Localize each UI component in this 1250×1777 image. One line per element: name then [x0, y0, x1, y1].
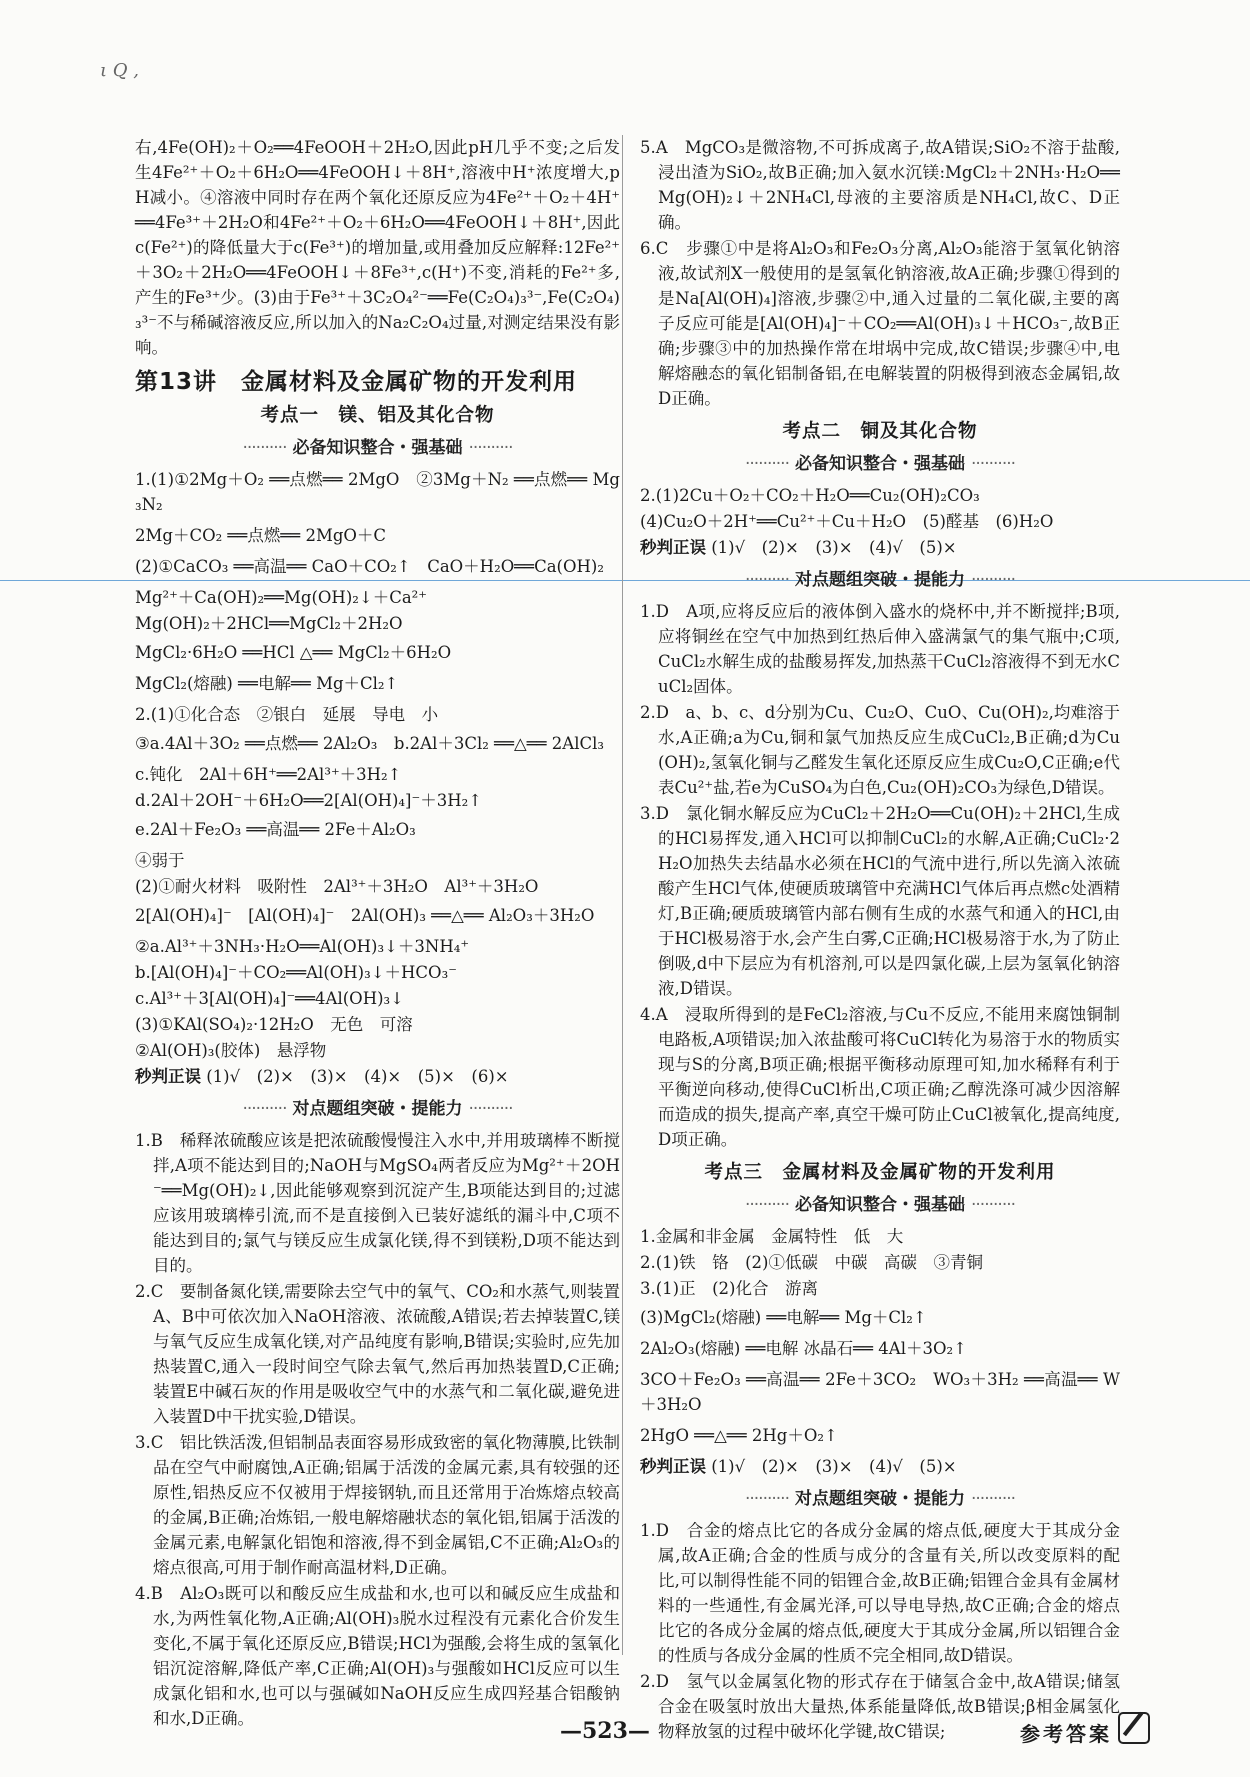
basic-line: 2.(1)2Cu＋O₂＋CO₂＋H₂O══Cu₂(OH)₂CO₃ [640, 486, 980, 505]
judge-answers: (1)√ (2)× (3)× (4)√ (5)× [711, 1457, 957, 1476]
basic-line: (2)①耐火材料 吸附性 2Al³⁺＋3H₂O Al³⁺＋3H₂O [135, 877, 539, 896]
basic-line: c.Al³⁺＋3[Al(OH)₄]⁻══4Al(OH)₃↓ [135, 989, 404, 1008]
answer-item: 5.A MgCO₃是微溶物,不可拆成离子,故A错误;SiO₂不溶于盐酸,浸出渣为SiO₂,故B正确;加入氨水沉镁:MgCl₂＋2NH₃·H₂O══Mg(OH)₂↓＋2NH₄Cl,母液的主要溶质是NH₄Cl,故C、D正确。 [640, 138, 1120, 232]
section-basic-3: ····· 必备知识整合・强基础 ····· [640, 1193, 1120, 1218]
basic-line: MgCl₂(熔融) ══电解══ Mg＋Cl₂↑ [135, 674, 399, 693]
pen-icon [1118, 1712, 1150, 1744]
column-divider [622, 135, 623, 1655]
judge-row-3 [640, 1454, 1120, 1479]
answer-item: 4.B Al₂O₃既可以和酸反应生成盐和水,也可以和碱反应生成盐和水,为两性氧化物,A正确;Al(OH)₃脱水过程没有元素化合价发生变化,不属于氧化还原反应,B错误;HCl为强酸,会将生成的氢氧化铝沉淀溶解,降低产率,C正确;Al(OH)₃与强酸如HCl反应可以生成氯化铝和水,也可以与强碱如NaOH反应生成四羟基合铝酸钠和水,D正确。 [135, 1584, 620, 1728]
basic-line: ③a.4Al＋3O₂ ══点燃══ 2Al₂O₃ b.2Al＋3Cl₂ ══△══ 2AlCl₃ [135, 734, 605, 753]
basic-line: ④弱于 [135, 851, 185, 870]
intro-paragraph: 右,4Fe(OH)₂＋O₂══4FeOOH＋2H₂O,因此pH几乎不变;之后发生4Fe²⁺＋O₂＋6H₂O══4FeOOH↓＋8H⁺,溶液中H⁺浓度增大,pH减小。④溶液中同时存在两个氧化还原反应为4Fe²⁺＋O₂＋4H⁺══4Fe³⁺＋2H₂O和4Fe²⁺＋O₂＋6H₂O══4FeOOH↓＋8H⁺,因此c(Fe²⁺)的降低量大于c(Fe³⁺)的增加量,或用叠加反应解释:12Fe²⁺＋3O₂＋2H₂O══4FeOOH↓＋8Fe³⁺,c(H⁺)不变,消耗的Fe²⁺多,产生的Fe³⁺少。(3)由于Fe³⁺＋3C₂O₄²⁻══Fe(C₂O₄)₃³⁻,Fe(C₂O₄)₃³⁻不与稀碱溶液反应,所以加入的Na₂C₂O₄过量,对测定结果没有影响。 [135, 138, 620, 357]
answer-item: 1.B 稀释浓硫酸应该是把浓硫酸慢慢注入水中,并用玻璃棒不断搅拌,A项不能达到目的;NaOH与MgSO₄两者反应为Mg²⁺＋2OH⁻══Mg(OH)₂↓,因此能够观察到沉淀产生,B项能达到目的;过滤应该用玻璃棒引流,而不是直接倒入已装好滤纸的漏斗中,C项不能达到目的;氯气与镁反应生成氯化镁,得不到镁粉,D项不能达到目的。 [135, 1131, 620, 1275]
judge-row-1 [135, 1064, 620, 1089]
corner-scribble: ι Q , [100, 60, 139, 81]
basic-line: (3)①KAl(SO₄)₂·12H₂O 无色 可溶 [135, 1015, 413, 1034]
judge-answers: (1)√ (2)× (3)× (4)× (5)× (6)× [206, 1067, 509, 1086]
answer-item: 2.C 要制备氮化镁,需要除去空气中的氧气、CO₂和水蒸气,则装置A、B中可依次加入NaOH溶液、浓硫酸,A错误;若去掉装置C,镁与氧气反应生成氧化镁,对产品纯度有影响,B错误;实验时,应先加热装置C,通入一段时间空气除去氧气,然后再加热装置D,C正确;装置E中碱石灰的作用是吸收空气中的水蒸气和二氧化碳,避免进入装置D中干扰实验,D错误。 [135, 1282, 620, 1426]
basic-line: 2.(1)①化合态 ②银白 延展 导电 小 [135, 705, 439, 724]
judge-label: 秒判正误 [640, 538, 706, 557]
basic-line: ②a.Al³⁺＋3NH₃·H₂O══Al(OH)₃↓＋3NH₄⁺ [135, 937, 470, 956]
section-ability-3: ····· 对点题组突破・提能力 ····· [640, 1487, 1120, 1512]
basic-line: 1.金属和非金属 金属特性 低 大 [640, 1227, 904, 1246]
basic-line: 3CO＋Fe₂O₃ ══高温══ 2Fe＋3CO₂ WO₃＋3H₂ ══高温══ W＋3H₂O [640, 1370, 1120, 1414]
answer-item: 1.D 合金的熔点比它的各成分金属的熔点低,硬度大于其成分金属,故A正确;合金的性质与成分的含量有关,所以改变原料的配比,可以制得性能不同的铝锂合金,故B正确;铝锂合金具有金属材料的一些通性,有金属光泽,可以导电导热,故C正确;合金的熔点比它的各成分金属的熔点低,硬度大于其成分金属,所以铝锂合金的性质与各成分金属的性质不完全相同,故D错误。 [640, 1521, 1120, 1665]
basic-line: 2[Al(OH)₄]⁻ [Al(OH)₄]⁻ 2Al(OH)₃ ══△══ Al₂O₃＋3H₂O [135, 906, 595, 925]
section-basic-1: ····· 必备知识整合・强基础 ····· [135, 436, 620, 461]
basic-line: Mg(OH)₂＋2HCl══MgCl₂＋2H₂O [135, 614, 403, 633]
right-column [640, 135, 1120, 1745]
basic-line: 2Mg＋CO₂ ══点燃══ 2MgO＋C [135, 526, 387, 545]
footer-label: 参考答案 [1020, 1722, 1112, 1746]
basic-line: Mg²⁺＋Ca(OH)₂══Mg(OH)₂↓＋Ca²⁺ [135, 588, 427, 607]
answer-item: 2.D 氢气以金属氢化物的形式存在于储氢合金中,故A错误;储氢合金在吸氢时放出大量热,体系能量降低,故B错误;β相金属氢化物释放氢的过程中破坏化学键,故C错误; [640, 1672, 1120, 1741]
answer-item: 1.D A项,应将反应后的液体倒入盛水的烧杯中,并不断搅拌;B项,应将铜丝在空气中加热到红热后伸入盛满氯气的集气瓶中;C项,CuCl₂水解生成的盐酸易挥发,加热蒸干CuCl₂溶液得不到无水CuCl₂固体。 [640, 602, 1120, 696]
judge-label: 秒判正误 [135, 1067, 201, 1086]
basic-line: d.2Al＋2OH⁻＋6H₂O══2[Al(OH)₄]⁻＋3H₂↑ [135, 791, 483, 810]
answer-item: 3.C 铝比铁活泼,但铝制品表面容易形成致密的氧化物薄膜,比铁制品在空气中耐腐蚀,A正确;铝属于活泼的金属元素,具有较强的还原性,铝热反应不仅被用于焊接钢轨,而且还常用于冶炼熔点较高的金属,B正确;冶炼铝,一般电解熔融状态的氧化铝,铝属于活泼的金属元素,电解氯化铝饱和溶液,得不到金属铝,C不正确;Al₂O₃的熔点很高,可用于制作耐高温材料,D正确。 [135, 1433, 620, 1577]
basic-line: (2)①CaCO₃ ══高温══ CaO＋CO₂↑ CaO＋H₂O══Ca(OH)₂ [135, 557, 604, 576]
judge-row-2 [640, 535, 1120, 560]
keypoint-2-title: 考点二 铜及其化合物 [782, 421, 978, 442]
basic-line: ②Al(OH)₃(胶体) 悬浮物 [135, 1041, 327, 1060]
judge-label: 秒判正误 [640, 1457, 706, 1476]
answer-item: 3.D 氯化铜水解反应为CuCl₂＋2H₂O══Cu(OH)₂＋2HCl,生成的HCl易挥发,通入HCl可以抑制CuCl₂的水解,A正确;CuCl₂·2H₂O加热失去结晶水必须在HCl的气流中进行,所以先滴入浓硫酸产生HCl气体,使硬质玻璃管中充满HCl气体后再点燃c处酒精灯,B正确;硬质玻璃管内部右侧有生成的水蒸气和通入的HCl,由于HCl极易溶于水,会产生白雾,C正确;HCl极易溶于水,为了防止倒吸,d中下层应为有机溶剂,可以是四氯化碳,上层为氢氧化钠溶液,D错误。 [640, 804, 1120, 998]
basic-line: c.钝化 2Al＋6H⁺══2Al³⁺＋3H₂↑ [135, 765, 402, 784]
basic-line: 2HgO ══△══ 2Hg＋O₂↑ [640, 1426, 838, 1445]
answer-item: 2.D a、b、c、d分别为Cu、Cu₂O、CuO、Cu(OH)₂,均难溶于水,A正确;a为Cu,铜和氯气加热反应生成CuCl₂,B正确;d为Cu(OH)₂,氢氧化铜与乙醛发生氧化还原反应生成Cu₂O,C正确;e代表Cu²⁺盐,若e为CuSO₄为白色,Cu₂(OH)₂CO₃为绿色,D错误。 [640, 703, 1120, 797]
answer-item: 4.A 浸取所得到的是FeCl₂溶液,与Cu不反应,不能用来腐蚀铜制电路板,A项错误;加入浓盐酸可将CuCl转化为易溶于水的物质实现与S的分离,B项正确;根据平衡移动原理可知,加水稀释有利于平衡逆向移动,使得CuCl析出,C项正确;乙醇洗涤可减少因溶解而造成的损失,提高产率,真空干燥可防止CuCl被氧化,提高纯度,D项正确。 [640, 1005, 1120, 1149]
keypoint-1-title: 考点一 镁、铝及其化合物 [260, 405, 495, 426]
basic-line: 2Al₂O₃(熔融) ══电解 冰晶石══ 4Al＋3O₂↑ [640, 1339, 967, 1358]
basic-line: MgCl₂·6H₂O ══HCl △══ MgCl₂＋6H₂O [135, 643, 452, 662]
basic-line: (3)MgCl₂(熔融) ══电解══ Mg＋Cl₂↑ [640, 1308, 927, 1327]
answer-item: 6.C 步骤①中是将Al₂O₃和Fe₂O₃分离,Al₂O₃能溶于氢氧化钠溶液,故试剂X一般使用的是氢氧化钠溶液,故A正确;步骤①得到的是Na[Al(OH)₄]溶液,步骤②中,通入过量的二氧化碳,主要的离子反应可能是[Al(OH)₄]⁻＋CO₂══Al(OH)₃↓＋HCO₃⁻,故B正确;步骤③中的加热操作常在坩埚中完成,故C错误;步骤④中,电解熔融态的氧化铝制备铝,在电解装置的阴极得到液态金属铝,故D正确。 [640, 239, 1120, 408]
section-basic-2: ····· 必备知识整合・强基础 ····· [640, 452, 1120, 477]
section-ability-1: ····· 对点题组突破・提能力 ····· [135, 1097, 620, 1122]
keypoint-3-title: 考点三 金属材料及金属矿物的开发利用 [704, 1162, 1056, 1183]
basic-line: e.2Al＋Fe₂O₃ ══高温══ 2Fe＋Al₂O₃ [135, 820, 416, 839]
judge-answers: (1)√ (2)× (3)× (4)√ (5)× [711, 538, 957, 557]
left-column [135, 135, 620, 1732]
lecture-title: 第13讲 金属材料及金属矿物的开发利用 [135, 369, 578, 395]
basic-line: (4)Cu₂O＋2H⁺══Cu²⁺＋Cu＋H₂O (5)醛基 (6)H₂O [640, 512, 1054, 531]
basic-line: 3.(1)正 (2)化合 游离 [640, 1279, 818, 1298]
basic-line: 1.(1)①2Mg＋O₂ ══点燃══ 2MgO ②3Mg＋N₂ ══点燃══ Mg₃N₂ [135, 470, 620, 514]
basic-line: b.[Al(OH)₄]⁻＋CO₂══Al(OH)₃↓＋HCO₃⁻ [135, 963, 457, 982]
basic-line: 2.(1)铁 铬 (2)①低碳 中碳 高碳 ③青铜 [640, 1253, 983, 1272]
page-number: —523— [560, 1718, 650, 1744]
section-ability-2: ····· 对点题组突破・提能力 ····· [640, 568, 1120, 593]
